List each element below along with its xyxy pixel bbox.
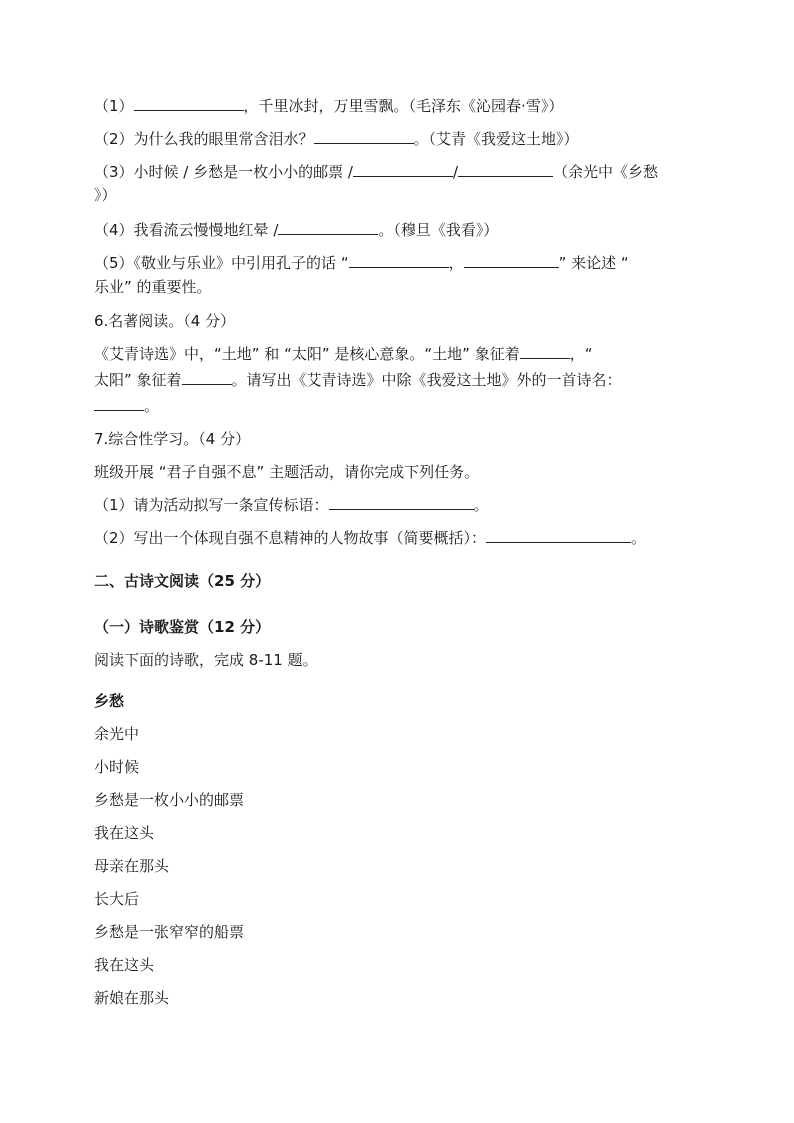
q5-item-5 [94, 252, 629, 274]
q5-item-5-comma: ， [448, 254, 464, 272]
answer-blank[interactable] [278, 219, 378, 235]
poem-line: 乡愁是一张窄窄的船票 [94, 923, 245, 941]
section-2-title: 二、古诗文阅读（25 分） [94, 572, 271, 590]
poem-line: 母亲在那头 [94, 857, 170, 875]
q6-line-1-text: 《艾青诗选》中，“土地” 和 “太阳” 是核心意象。“土地” 象征着 [94, 345, 520, 363]
q5-item-5-suffix: ” 来论述 “ [558, 254, 629, 272]
answer-blank[interactable] [182, 369, 232, 385]
q6-line-2-suffix: 。请写出《艾青诗选》中除《我爱这土地》外的一首诗名： [231, 371, 622, 389]
q7-item-2 [94, 527, 646, 549]
reading-instruction: 阅读下面的诗歌，完成 8-11 题。 [94, 651, 318, 669]
answer-blank[interactable] [520, 343, 570, 359]
poem-line: 新娘在那头 [94, 989, 170, 1007]
q5-item-2-prefix: （2）为什么我的眼里常含泪水？ [94, 130, 314, 148]
q5-item-4 [94, 219, 498, 241]
q5-item-3 [94, 161, 658, 183]
q5-item-1-prefix: （1） [94, 97, 134, 115]
q5-item-4-prefix: （4）我看流云慢慢地红晕 / [94, 221, 279, 239]
q5-item-3-suffix: （余光中《乡愁 [553, 163, 659, 181]
answer-blank[interactable] [458, 161, 553, 177]
q5-item-1 [94, 95, 563, 117]
poem-line: 我在这头 [94, 824, 155, 842]
answer-blank[interactable] [353, 161, 453, 177]
answer-blank[interactable] [94, 395, 144, 411]
q6-line-2-text: 太阳” 象征着 [94, 371, 182, 389]
poem-line: 小时候 [94, 758, 140, 776]
answer-blank[interactable] [486, 527, 631, 543]
answer-blank[interactable] [329, 494, 474, 510]
q5-item-2-suffix: 。（艾青《我爱这土地》） [413, 130, 579, 148]
q5-item-5-prefix: （5）《敬业与乐业》中引用孔子的话 “ [94, 254, 349, 272]
q6-line-1-suffix: ，“ [569, 345, 593, 363]
poem-line: 长大后 [94, 890, 140, 908]
q5-item-1-suffix: ，千里冰封，万里雪飘。（毛泽东《沁园春·雪》） [243, 97, 564, 115]
q6-line-3-suffix: 。 [144, 397, 160, 415]
q7-item-1 [94, 494, 489, 516]
q7-heading: 7.综合性学习。（4 分） [94, 430, 251, 448]
q5-item-3-prefix: （3）小时候 / 乡愁是一枚小小的邮票 / [94, 163, 353, 181]
poem-line: 我在这头 [94, 956, 155, 974]
poem-author: 余光中 [94, 725, 140, 743]
q6-heading: 6.名著阅读。（4 分） [94, 312, 236, 330]
poem-line: 乡愁是一枚小小的邮票 [94, 791, 245, 809]
q7-item-1-suffix: 。 [473, 496, 489, 514]
q6-line-1 [94, 343, 592, 365]
q5-item-5-continued: 乐业” 的重要性。 [94, 278, 212, 296]
q7-intro: 班级开展 “君子自强不息” 主题活动，请你完成下列任务。 [94, 463, 480, 481]
q7-item-1-prefix: （1）请为活动拟写一条宣传标语： [94, 496, 329, 514]
answer-blank[interactable] [134, 95, 244, 111]
q5-item-4-suffix: 。（穆旦《我看》） [378, 221, 499, 239]
answer-blank[interactable] [464, 252, 559, 268]
poem-title: 乡愁 [94, 692, 125, 710]
q7-item-2-suffix: 。 [631, 529, 647, 547]
q6-line-2 [94, 369, 622, 391]
q5-item-3-slash: / [452, 163, 459, 181]
q7-item-2-prefix: （2）写出一个体现自强不息精神的人物故事（简要概括）： [94, 529, 487, 547]
answer-blank[interactable] [349, 252, 449, 268]
q5-item-3-continued: 》） [94, 186, 117, 204]
q5-item-2 [94, 128, 579, 150]
subsection-title: （一）诗歌鉴赏（12 分） [94, 618, 271, 636]
q6-line-3 [94, 395, 159, 417]
answer-blank[interactable] [314, 128, 414, 144]
